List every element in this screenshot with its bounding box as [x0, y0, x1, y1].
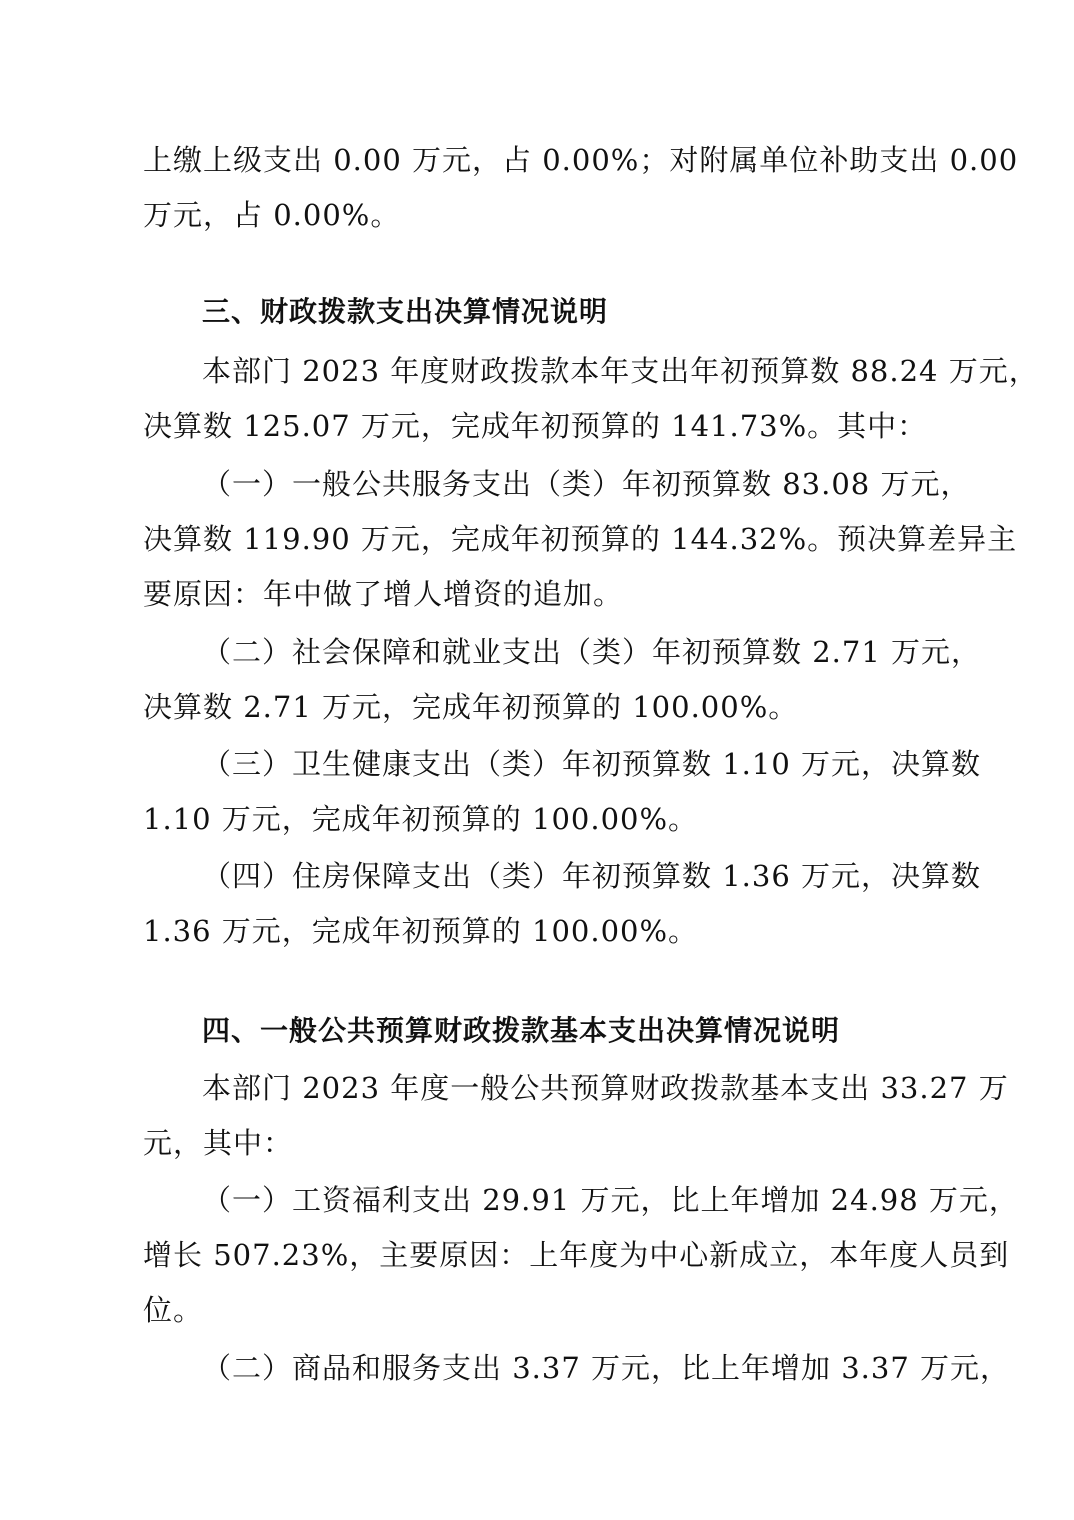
section-4-item-1-line-3: 位。 [143, 1293, 204, 1327]
section-3-item-2-line-1: （二）社会保障和就业支出（类）年初预算数 2.71 万元， [202, 635, 982, 669]
section-4-item-2-line-1: （二）商品和服务支出 3.37 万元，比上年增加 3.37 万元， [202, 1351, 1011, 1385]
section-3-item-3-line-1: （三）卫生健康支出（类）年初预算数 1.10 万元，决算数 [202, 747, 982, 781]
intro-line-2: 万元，占 0.00%。 [143, 198, 401, 232]
section-3-item-4-line-2: 1.36 万元，完成年初预算的 100.00%。 [143, 914, 699, 948]
section-3-summary-line-1: 本部门 2023 年度财政拨款本年支出年初预算数 88.24 万元， [202, 354, 1039, 388]
section-3-item-2-line-2: 决算数 2.71 万元，完成年初预算的 100.00%。 [143, 690, 799, 724]
section-3-item-4-line-1: （四）住房保障支出（类）年初预算数 1.36 万元，决算数 [202, 859, 982, 893]
section-3-item-1-line-3: 要原因：年中做了增人增资的追加。 [143, 577, 624, 611]
section-4-summary-line-1: 本部门 2023 年度一般公共预算财政拨款基本支出 33.27 万 [202, 1071, 1009, 1105]
section-3-summary-line-2: 决算数 125.07 万元，完成年初预算的 141.73%。其中： [143, 409, 928, 443]
intro-line-1: 上缴上级支出 0.00 万元，占 0.00%；对附属单位补助支出 0.00 [143, 143, 1019, 177]
section-3-heading: 三、财政拨款支出决算情况说明 [202, 295, 609, 328]
section-3-item-1-line-1: （一）一般公共服务支出（类）年初预算数 83.08 万元， [202, 467, 971, 501]
section-4-summary-line-2: 元，其中： [143, 1126, 294, 1160]
section-3-item-1-line-2: 决算数 119.90 万元，完成年初预算的 144.32%。预决算差异主 [143, 522, 1018, 556]
section-4-heading: 四、一般公共预算财政拨款基本支出决算情况说明 [202, 1014, 841, 1047]
section-4-item-1-line-1: （一）工资福利支出 29.91 万元，比上年增加 24.98 万元， [202, 1183, 1019, 1217]
section-3-item-3-line-2: 1.10 万元，完成年初预算的 100.00%。 [143, 802, 699, 836]
section-4-item-1-line-2: 增长 507.23%，主要原因：上年度为中心新成立，本年度人员到 [143, 1238, 1010, 1272]
